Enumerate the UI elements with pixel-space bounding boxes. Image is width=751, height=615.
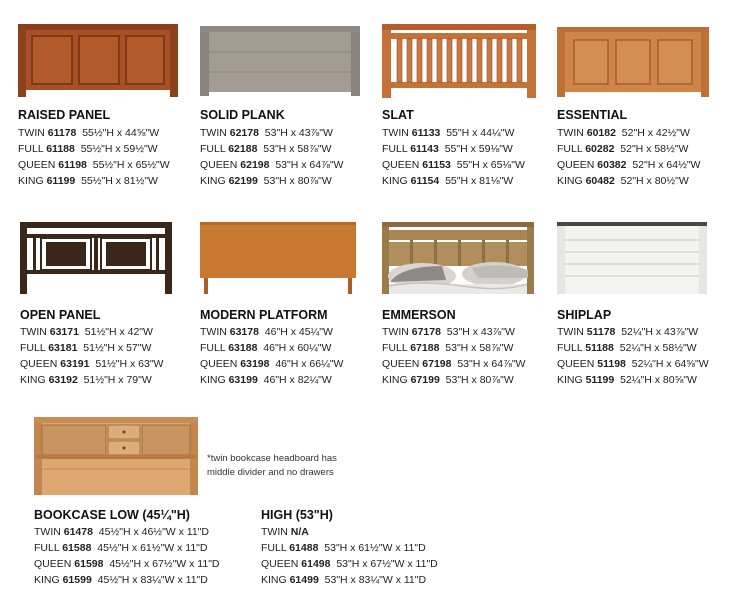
size-list: [200, 125, 343, 189]
size-row: FULL 61143 55"H x 59⅛"W: [382, 143, 513, 155]
modern-platform-image: [200, 222, 356, 294]
size-row: TWIN 62178 53"H x 43⅞"W: [200, 127, 333, 139]
essential-image: [557, 27, 709, 97]
bookcase-image: [34, 417, 198, 495]
size-row: QUEEN 61498 53"H x 67½"W x 11"D: [261, 558, 438, 570]
bookcase-high-title: HIGH (53"H): [261, 508, 333, 522]
size-list: [382, 125, 525, 189]
size-row: QUEEN 62198 53"H x 64⅞"W: [200, 159, 344, 171]
bookcase-note: *twin bookcase headboard has middle divider and no drawers: [207, 453, 337, 478]
size-row: TWIN 61178 55½"H x 44⅝"W: [18, 127, 160, 139]
product-title: MODERN PLATFORM: [200, 308, 328, 322]
size-row: FULL 61488 53"H x 61½"W x 11"D: [261, 542, 426, 554]
size-row: FULL 62188 53"H x 58⅞"W: [200, 143, 332, 155]
bookcase-low-title: BOOKCASE LOW (45¼"H): [34, 508, 190, 522]
size-row: KING 51199 52¼"H x 80⅝"W: [557, 374, 697, 386]
size-row: KING 61599 45½"H x 83¼"W x 11"D: [34, 574, 208, 586]
size-row: KING 61154 55"H x 81⅛"W: [382, 175, 514, 187]
size-list: [18, 125, 170, 189]
product-title: SLAT: [382, 108, 414, 122]
size-row: KING 62199 53"H x 80⅞"W: [200, 175, 332, 187]
size-row: TWIN 51178 52¼"H x 43⅞"W: [557, 326, 699, 338]
size-row: FULL 63188 46"H x 60¼"W: [200, 342, 332, 354]
product-title: ESSENTIAL: [557, 108, 628, 122]
size-row: TWIN 63178 46"H x 45¼"W: [200, 326, 333, 338]
size-row: KING 60482 52"H x 80½"W: [557, 175, 689, 187]
size-list: [20, 324, 163, 388]
open-panel-image: [20, 222, 172, 294]
size-row: QUEEN 61198 55½"H x 65½"W: [18, 159, 170, 171]
shiplap-image: [557, 222, 707, 294]
size-list: [200, 324, 343, 388]
bookcase-low-size-list: [34, 524, 220, 588]
product-title: SHIPLAP: [557, 308, 612, 322]
size-row: KING 63199 46"H x 82¼"W: [200, 374, 332, 386]
size-row: QUEEN 61598 45½"H x 67½"W x 11"D: [34, 558, 220, 570]
size-row: TWIN N/A: [261, 526, 309, 538]
size-row: QUEEN 63198 46"H x 66¼"W: [200, 358, 344, 370]
size-row: KING 63192 51½"H x 79"W: [20, 374, 152, 386]
product-title: SOLID PLANK: [200, 108, 285, 122]
size-row: FULL 51188 52¼"H x 58½"W: [557, 342, 697, 354]
size-row: FULL 67188 53"H x 58⅞"W: [382, 342, 514, 354]
size-row: TWIN 60182 52"H x 42½"W: [557, 127, 690, 139]
size-row: TWIN 61133 55"H x 44¼"W: [382, 127, 515, 139]
size-row: TWIN 61478 45½"H x 46½"W x 11"D: [34, 526, 209, 538]
slat-image: [382, 24, 536, 98]
size-row: TWIN 63171 51½"H x 42"W: [20, 326, 153, 338]
size-row: FULL 60282 52"H x 58½"W: [557, 143, 689, 155]
size-list: [557, 125, 700, 189]
size-row: TWIN 67178 53"H x 43⅞"W: [382, 326, 515, 338]
size-list: [382, 324, 525, 388]
size-row: QUEEN 60382 52"H x 64½"W: [557, 159, 701, 171]
emmerson-image: [382, 222, 534, 294]
size-row: FULL 63181 51½"H x 57"W: [20, 342, 152, 354]
size-row: QUEEN 67198 53"H x 64⅞"W: [382, 358, 526, 370]
size-list: [557, 324, 709, 388]
size-row: QUEEN 51198 52¼"H x 64⅝"W: [557, 358, 709, 370]
size-row: QUEEN 61153 55"H x 65⅛"W: [382, 159, 525, 171]
size-row: QUEEN 63191 51½"H x 63"W: [20, 358, 164, 370]
raised-panel-image: [18, 24, 178, 97]
size-row: FULL 61188 55½"H x 59½"W: [18, 143, 158, 155]
product-title: RAISED PANEL: [18, 108, 111, 122]
size-row: KING 67199 53"H x 80⅞"W: [382, 374, 514, 386]
product-title: OPEN PANEL: [20, 308, 101, 322]
size-row: KING 61199 55½"H x 81½"W: [18, 175, 158, 187]
solid-plank-image: [200, 26, 360, 96]
size-row: FULL 61588 45½"H x 61½"W x 11"D: [34, 542, 208, 554]
product-title: EMMERSON: [382, 308, 456, 322]
bookcase-high-size-list: [261, 524, 438, 588]
size-row: KING 61499 53"H x 83¼"W x 11"D: [261, 574, 427, 586]
